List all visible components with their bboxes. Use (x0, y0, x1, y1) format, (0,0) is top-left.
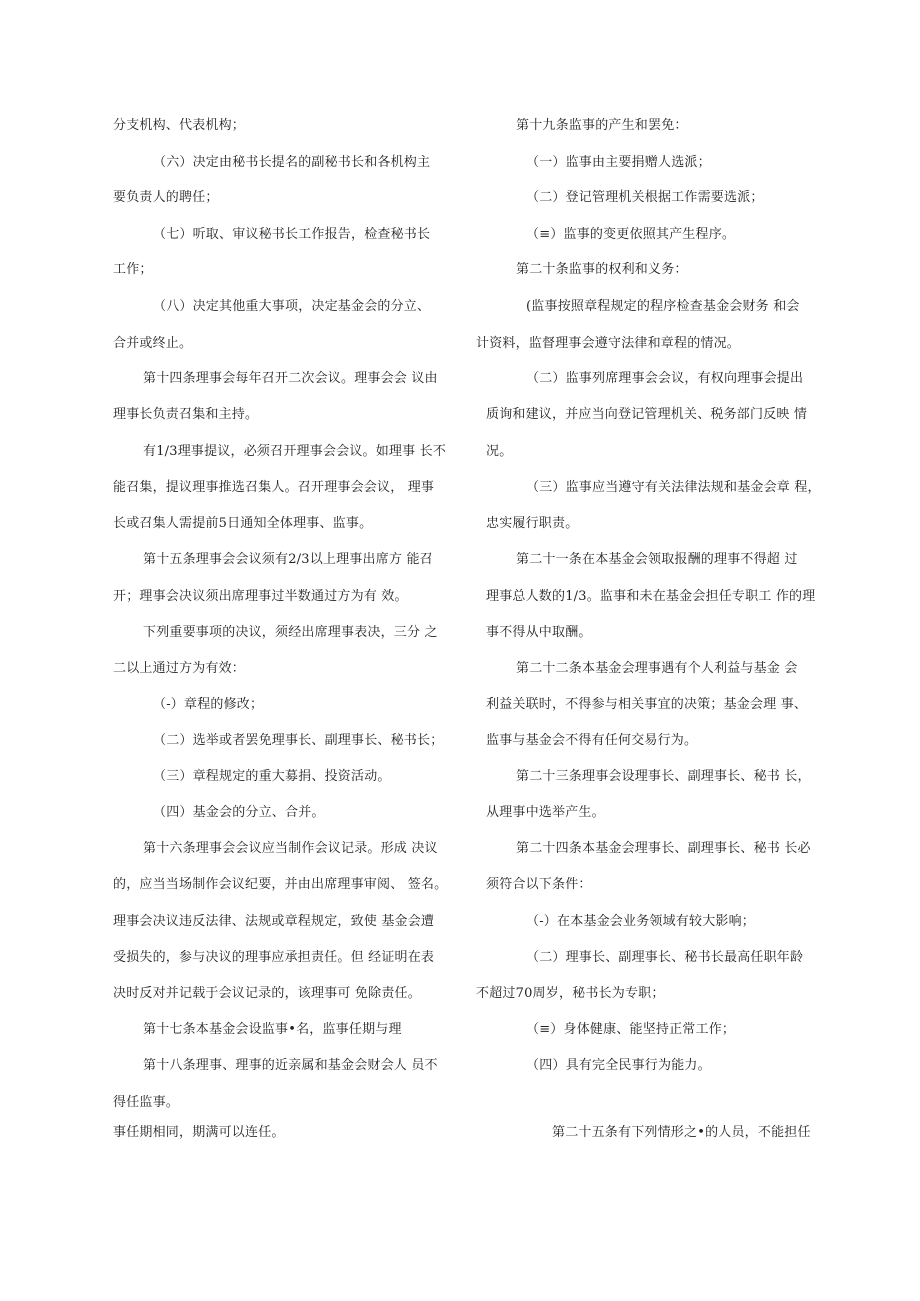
text-line: 决时反对并记载于会议记录的，该理事可 免除责任。 (113, 986, 421, 1001)
text-line: （四）基金会的分立、合并。 (153, 805, 325, 820)
text-line: 理事会决议违反法律、法规或章程规定，致使 基金会遭 (113, 914, 435, 929)
text-line: 二以上通过方为有效： (113, 661, 246, 676)
text-line: 第十五条理事会会议须有2/3以上理事出席方 能召 (143, 552, 433, 567)
text-line: （二）监事列席理事会会议，有权向理事会提出 (526, 371, 804, 386)
text-line: （六）决定由秘书长提名的副秘书长和各机构主 (153, 155, 431, 170)
text-line: 第二十一条在本基金会领取报酬的理事不得超 过 (516, 552, 798, 567)
text-line: （四）具有完全民事行为能力。 (526, 1058, 711, 1073)
text-line: 第十八条理事、理事的近亲属和基金会财会人 员不 (143, 1058, 438, 1073)
text-line: 得任监事。 (113, 1095, 180, 1110)
text-line: 第二十条监事的权利和义务： (516, 262, 688, 277)
text-line: （一）监事由主要捐赠人选派； (526, 155, 711, 170)
text-line: 合并或终止。 (113, 336, 193, 351)
text-line: （二）理事长、副理事长、秘书长最高任职年龄 (526, 950, 804, 965)
text-line: （三）章程规定的重大募捐、投资活动。 (153, 769, 391, 784)
text-line: 第十六条理事会会议应当制作会议记录。形成 决议 (143, 841, 438, 856)
text-line: 监事与基金会不得有任何交易行为。 (486, 733, 698, 748)
text-line: 能召集，提议理事推选召集人。召开理事会会议， 理事 (113, 480, 435, 495)
text-line: 长或召集人需提前5日通知全体理事、监事。 (113, 516, 373, 531)
text-line: 工作； (113, 262, 153, 277)
text-line: 不超过70周岁，秘书长为专职； (476, 986, 665, 1001)
text-line: 第二十四条本基金会理事长、副理事长、秘书 长必 (516, 841, 811, 856)
text-line: 从理事中选举产生。 (486, 805, 605, 820)
text-line: 的，应当当场制作会议纪要，并由出席理事审阅、 签名。 (113, 877, 448, 892)
text-line: 利益关联时，不得参与相关事宜的决策；基金会理 事、 (486, 697, 808, 712)
text-line: 第二十三条理事会设理事长、副理事长、秘书 长， (516, 769, 811, 784)
text-line: 第十七条本基金会设监事•名，监事任期与理 (143, 1022, 402, 1037)
text-line: 第二十二条本基金会理事遇有个人利益与基金 会 (516, 661, 798, 676)
text-line: （-）章程的修改； (153, 697, 264, 712)
text-line: （七）听取、审议秘书长工作报告，检查秘书长 (153, 227, 431, 242)
text-line: 要负责人的聘任； (113, 190, 219, 205)
text-line: (监事按照章程规定的程序检查基金会财务 和会 (526, 299, 800, 314)
text-line: 况。 (486, 444, 513, 459)
text-line: 理事总人数的1/3。监事和未在基金会担任专职工 作的理 (486, 589, 816, 604)
text-line: 分支机构、代表机构； (113, 118, 246, 133)
text-line: 事不得从中取酬。 (486, 625, 592, 640)
text-line: （-）在本基金会业务领域有较大影响； (526, 914, 755, 929)
text-line: 开；理事会决议须出席理事过半数通过方为有 效。 (113, 589, 408, 604)
text-line: 事任期相同，期满可以连任。 (113, 1125, 285, 1140)
text-line: （≡）监事的变更依照其产生程序。 (526, 227, 736, 242)
text-line: 忠实履行职责。 (486, 516, 579, 531)
text-line: 受损失的，参与决议的理事应承担责任。但 经证明在表 (113, 950, 435, 965)
text-line: （八）决定其他重大事项，决定基金会的分立、 (153, 299, 431, 314)
text-line: 第十四条理事会每年召开二次会议。理事会会 议由 (143, 371, 438, 386)
text-line: 计资料，监督理事会遵守法律和章程的情况。 (476, 336, 741, 351)
text-line: （三）监事应当遵守有关法律法规和基金会章 程， (526, 480, 821, 495)
text-line: 质询和建议，并应当向登记管理机关、税务部门反映 情 (486, 407, 808, 422)
text-line: 有1/3理事提议，必须召开理事会会议。如理事 长不 (143, 444, 447, 459)
text-line: 须符合以下条件： (486, 877, 592, 892)
text-line: （二）登记管理机关根据工作需要选派； (526, 190, 764, 205)
text-line: 第十九条监事的产生和罢免： (516, 118, 688, 133)
text-line: 下列重要事项的决议，须经出席理事表决，三分 之 (143, 625, 438, 640)
text-line: 理事长负责召集和主持。 (113, 407, 259, 422)
text-line: （二）选举或者罢免理事长、副理事长、秘书长； (153, 733, 444, 748)
text-line: 第二十五条有下列情形之•的人员，不能担任 (552, 1125, 811, 1140)
text-line: （≡）身体健康、能坚持正常工作； (526, 1022, 736, 1037)
